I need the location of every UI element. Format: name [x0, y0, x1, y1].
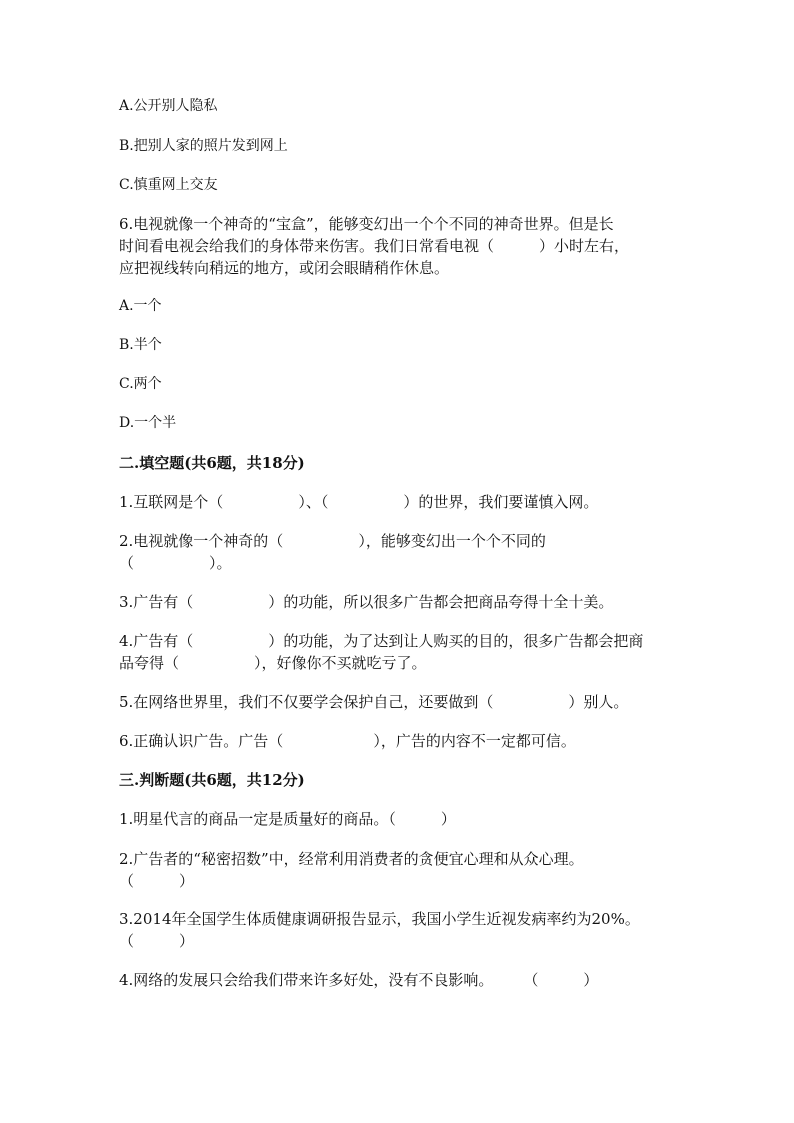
q6-option-b: B.半个 [119, 337, 162, 353]
q6-text-line-1: 6.电视就像一个神奇的“宝盒”，能够变幻出一个个不同的神奇世界。但是长 [119, 215, 614, 233]
section3-title: 三.判断题(共6题，共12分) [119, 771, 305, 789]
fill-q5: 5.在网络世界里，我们不仅要学会保护自己，还要做到（ ）别人。 [119, 693, 629, 711]
q6-option-c: C.两个 [119, 376, 162, 392]
q5-option-b: B.把别人家的照片发到网上 [119, 138, 288, 154]
fill-q4-line-2: 品夸得（ ），好像你不买就吃亏了。 [119, 654, 427, 672]
fill-q4-line-1: 4.广告有（ ）的功能，为了达到让人购买的目的，很多广告都会把商 [119, 632, 644, 650]
judge-q1: 1.明星代言的商品一定是质量好的商品。（ ） [119, 810, 456, 828]
judge-q2-line-1: 2.广告者的“秘密招数”中，经常利用消费者的贪便宜心理和从众心理。 [119, 850, 584, 868]
judge-q2-line-2: （ ） [119, 872, 195, 890]
q5-option-a: A.公开别人隐私 [119, 98, 218, 114]
q5-option-c: C.慎重网上交友 [119, 177, 218, 193]
section2-title: 二.填空题(共6题，共18分) [119, 454, 305, 472]
q6-option-d: D.一个半 [119, 415, 177, 431]
q6-text-line-2: 时间看电视会给我们的身体带来伤害。我们日常看电视（ ）小时左右， [119, 237, 630, 255]
q6-text-line-3: 应把视线转向稍远的地方，或闭会眼睛稍作休息。 [119, 259, 450, 277]
judge-q3-line-1: 3.2014年全国学生体质健康调研报告显示，我国小学生近视发病率约为20%。 [119, 910, 640, 928]
fill-q3: 3.广告有（ ）的功能，所以很多广告都会把商品夸得十全十美。 [119, 593, 614, 611]
fill-q6: 6.正确认识广告。广告（ ），广告的内容不一定都可信。 [119, 732, 576, 750]
fill-q2-line-2: （ ）。 [119, 554, 232, 572]
judge-q4: 4.网络的发展只会给我们带来许多好处，没有不良影响。 （ ） [119, 971, 599, 989]
q6-option-a: A.一个 [119, 298, 162, 314]
fill-q2-line-1: 2.电视就像一个神奇的（ ），能够变幻出一个个不同的 [119, 532, 546, 550]
fill-q1: 1.互联网是个（ ）、（ ）的世界，我们要谨慎入网。 [119, 493, 599, 511]
judge-q3-line-2: （ ） [119, 932, 195, 950]
